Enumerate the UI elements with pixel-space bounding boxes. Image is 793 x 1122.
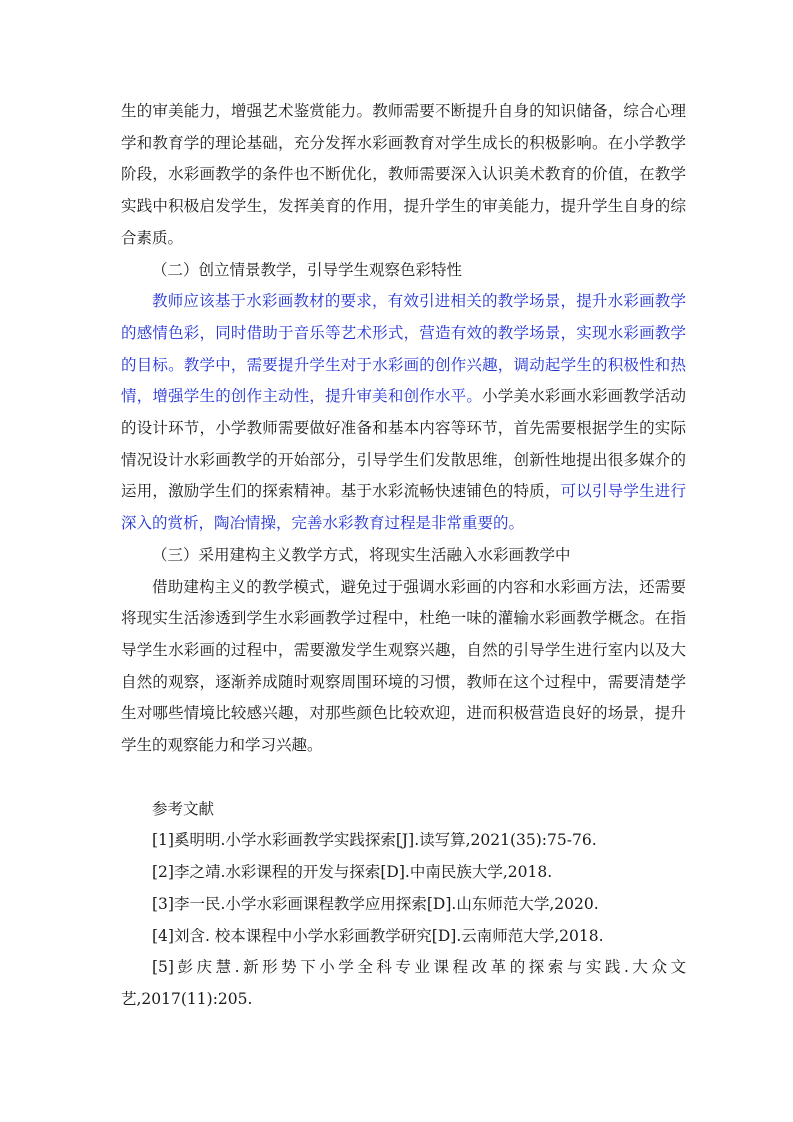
highlighted-text: 教师应该基于水彩画教材的要求，有效引进相关的教学场景，提升水彩画教学的感情色彩，同时借助于音乐等艺术形式，营造有效的教学场景，实现水彩画教学的目标。教学中，需要提升学生对于水彩画的创作兴趣，调动起学生的积极性和热情，增强学生的创作主动性，提升审美和创作水平。 xyxy=(121,292,686,406)
reference-item-4: [4]刘含. 校本课程中小学水彩画教学研究[D].云南师范大学,2018. xyxy=(152,926,604,945)
paragraph-3: 借助建构主义的教学模式，避免过于强调水彩画的内容和水彩画方法，还需要将现实生活渗透到学生水彩画教学过程中，杜绝一味的灌输水彩画教学概念。在指导学生水彩画的过程中，需要激发学生观察兴趣，自然的引导学生进行室内以及大自然的观察，逐渐养成随时观察周围环境的习惯，教师在这个过程中，需要清楚学生对哪些情境比较感兴趣，对那些颜色比较欢迎，进而积极营造良好的场景，提升学生的观察能力和学习兴趣。 xyxy=(121,577,686,755)
document-body xyxy=(121,96,686,1016)
paragraph-2 xyxy=(121,286,686,540)
section-heading-2: （二）创立情景教学，引导学生观察色彩特性 xyxy=(152,260,463,279)
highlighted-text-end: 可以引导学生进行深入的赏析，陶冶情操，完善水彩教育过程是非常重要的。 xyxy=(121,482,686,533)
paragraph-2-text: 小学美水彩画水彩画教学活动的设计环节，小学教师需要做好准备和基本内容等环节，首先需要根据学生的实际情况设计水彩画教学的开始部分，引导学生们发散思维，创新性地提出很多媒介的运用，激励学生们的探索精神。基于水彩流畅快速铺色的特质， xyxy=(121,387,686,501)
reference-item-1: [1]奚明明.小学水彩画教学实践探索[J].读写算,2021(35):75-76. xyxy=(152,831,597,850)
reference-item-3: [3]李一民.小学水彩画课程教学应用探索[D].山东师范大学,2020. xyxy=(152,894,599,913)
section-spacer xyxy=(121,762,686,794)
reference-item-5: [5]彭庆慧.新形势下小学全科专业课程改革的探索与实践.大众文艺,2017(11):205. xyxy=(121,958,686,1008)
section-heading-3: （三）采用建构主义教学方式，将现实生活融入水彩画教学中 xyxy=(152,545,571,564)
paragraph-1: 生的审美能力，增强艺术鉴赏能力。教师需要不断提升自身的知识储备，综合心理学和教育学的理论基础，充分发挥水彩画教育对学生成长的积极影响。在小学教学阶段，水彩画教学的条件也不断优化，教师需要深入认识美术教育的价值，在教学实践中积极启发学生，发挥美育的作用，提升学生的审美能力，提升学生自身的综合素质。 xyxy=(121,102,686,247)
references-title: 参考文献 xyxy=(152,799,215,818)
reference-item-2: [2]李之靖.水彩课程的开发与探索[D].中南民族大学,2018. xyxy=(152,863,553,882)
